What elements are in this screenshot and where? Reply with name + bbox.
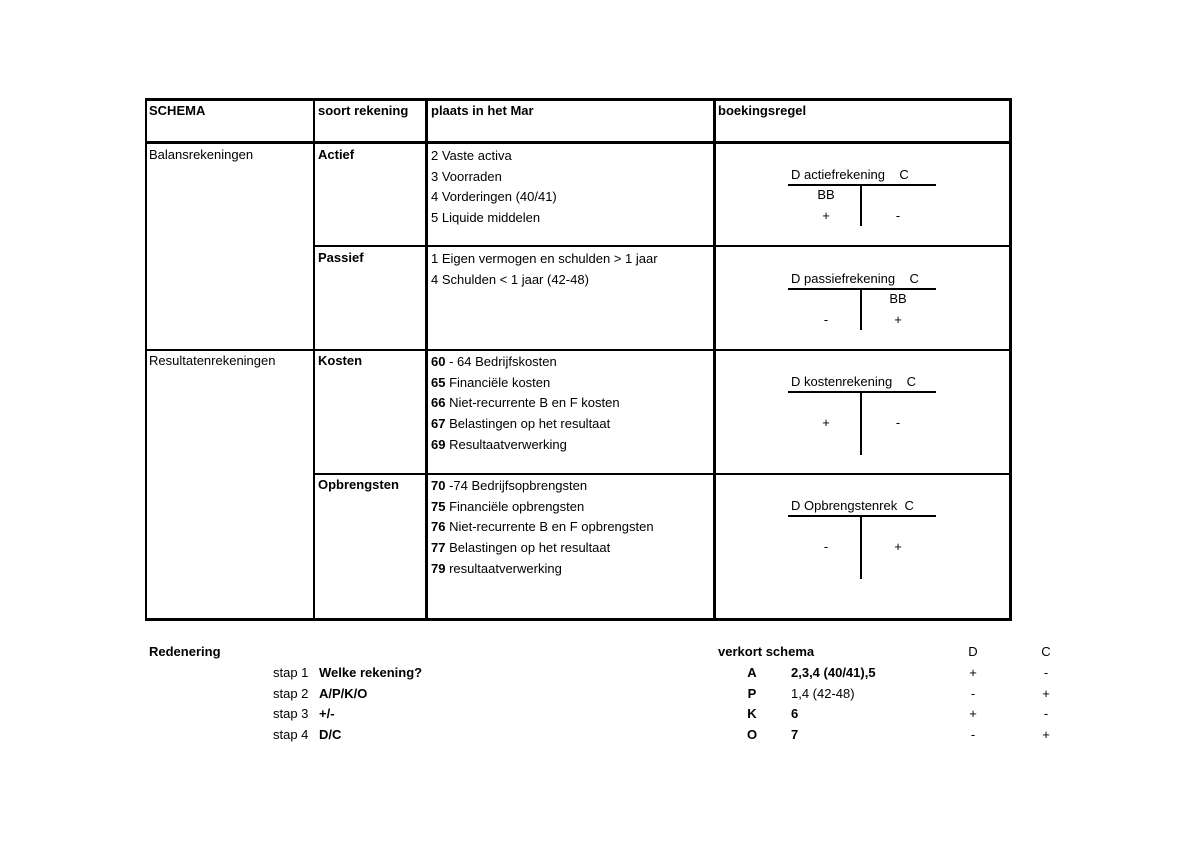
list-item: 77 Belastingen op het resultaat xyxy=(431,540,611,556)
t-account-bb-left: BB xyxy=(817,187,835,202)
list-item: 67 Belastingen op het resultaat xyxy=(431,416,611,432)
t-account-left-sign: + xyxy=(822,208,830,223)
verkort-c: + xyxy=(1042,686,1050,701)
verkort-letter: A xyxy=(747,665,757,680)
list-item: 3 Voorraden xyxy=(431,168,502,184)
table-border-right xyxy=(1009,98,1012,621)
header-plaats-in-mar: plaats in het Mar xyxy=(431,103,534,118)
table-border-top xyxy=(145,98,1012,101)
mar-list-actief xyxy=(431,146,557,229)
step-text: +/- xyxy=(319,706,335,721)
row-type-opbrengsten: Opbrengsten xyxy=(318,477,399,492)
list-item: 60 - 64 Bedrijfskosten xyxy=(431,354,557,369)
t-account-hline xyxy=(788,391,936,393)
verkort-codes: 1,4 (42-48) xyxy=(791,686,855,701)
verkort-d: + xyxy=(969,706,977,721)
t-account-vline xyxy=(860,391,862,455)
step-text: Welke rekening? xyxy=(319,665,423,680)
t-account-vline xyxy=(860,288,862,330)
step-label: stap 2 xyxy=(273,686,309,701)
verkort-codes: 6 xyxy=(791,706,799,721)
verkort-codes: 2,3,4 (40/41),5 xyxy=(791,665,876,680)
list-item: 5 Liquide middelen xyxy=(431,210,541,226)
list-item: 4 Schulden < 1 jaar (42-48) xyxy=(431,271,589,287)
t-account-right-sign: - xyxy=(895,208,901,223)
verkort-letter: K xyxy=(747,706,757,721)
step-label: stap 3 xyxy=(273,706,309,721)
t-account-title: D passiefrekening C xyxy=(791,271,919,286)
row-type-passief: Passief xyxy=(318,250,364,265)
list-item: 70 -74 Bedrijfsopbrengsten xyxy=(431,478,588,493)
verkort-d: + xyxy=(969,665,977,680)
verkort-col-d: D xyxy=(968,644,978,659)
verkort-col-c: C xyxy=(1041,644,1051,659)
row-separator-3 xyxy=(313,473,1012,475)
list-item: 79 resultaatverwerking xyxy=(431,560,562,576)
list-item: 2 Vaste activa xyxy=(431,148,512,163)
table-border-bottom xyxy=(145,618,1012,621)
t-account-bb-right: BB xyxy=(889,291,907,306)
redenering-title: Redenering xyxy=(149,644,221,659)
step-text: A/P/K/O xyxy=(319,686,368,701)
row-type-actief: Actief xyxy=(318,147,355,162)
header-schema: SCHEMA xyxy=(149,103,206,118)
t-account-opbrengsten xyxy=(788,497,938,581)
mar-list-kosten xyxy=(431,352,620,456)
table-border-left xyxy=(145,98,147,621)
t-account-title: D kostenrekening C xyxy=(791,374,917,389)
list-item: 75 Financiële opbrengsten xyxy=(431,498,585,514)
verkort-schema-title: verkort schema xyxy=(718,644,815,659)
mar-list-opbrengsten xyxy=(431,476,654,580)
header-separator xyxy=(145,141,1012,144)
step-label: stap 1 xyxy=(273,665,309,680)
group-label-resultatenrekeningen: Resultatenrekeningen xyxy=(149,353,276,368)
t-account-vline xyxy=(860,515,862,579)
list-item: 66 Niet-recurrente B en F kosten xyxy=(431,395,620,411)
list-item: 65 Financiële kosten xyxy=(431,374,551,390)
verkort-codes: 7 xyxy=(791,727,799,742)
list-item: 4 Vorderingen (40/41) xyxy=(431,189,557,205)
verkort-c: - xyxy=(1043,665,1049,680)
verkort-d: - xyxy=(970,727,976,742)
t-account-vline xyxy=(860,184,862,226)
t-account-title: D Opbrengstenrek C xyxy=(791,498,914,513)
step-label: stap 4 xyxy=(273,727,309,742)
list-item: 76 Niet-recurrente B en F opbrengsten xyxy=(431,519,654,535)
row-separator-2 xyxy=(145,349,1012,351)
step-text: D/C xyxy=(319,727,342,742)
verkort-d: - xyxy=(970,686,976,701)
group-label-balansrekeningen: Balansrekeningen xyxy=(149,147,254,162)
col-separator-2 xyxy=(425,98,428,621)
header-soort-rekening: soort rekening xyxy=(318,103,409,118)
t-account-left-sign: - xyxy=(823,312,829,327)
t-account-left-sign: + xyxy=(822,415,830,430)
col-separator-1 xyxy=(313,98,315,621)
list-item: 1 Eigen vermogen en schulden > 1 jaar xyxy=(431,251,658,266)
t-account-right-sign: + xyxy=(894,312,902,327)
header-boekingsregel: boekingsregel xyxy=(718,103,807,118)
t-account-right-sign: - xyxy=(895,415,901,430)
t-account-left-sign: - xyxy=(823,539,829,554)
t-account-title: D actiefrekening C xyxy=(791,167,909,182)
verkort-c: - xyxy=(1043,706,1049,721)
t-account-passief xyxy=(788,270,938,332)
verkort-letter: O xyxy=(746,727,758,742)
col-separator-3 xyxy=(713,98,716,621)
t-account-kosten xyxy=(788,373,938,457)
mar-list-passief xyxy=(431,249,658,290)
t-account-right-sign: + xyxy=(894,539,902,554)
list-item: 69 Resultaatverwerking xyxy=(431,436,567,452)
row-separator-1 xyxy=(313,245,1012,247)
t-account-hline xyxy=(788,515,936,517)
verkort-c: + xyxy=(1042,727,1050,742)
verkort-letter: P xyxy=(747,686,757,701)
row-type-kosten: Kosten xyxy=(318,353,363,368)
t-account-actief xyxy=(788,166,938,228)
